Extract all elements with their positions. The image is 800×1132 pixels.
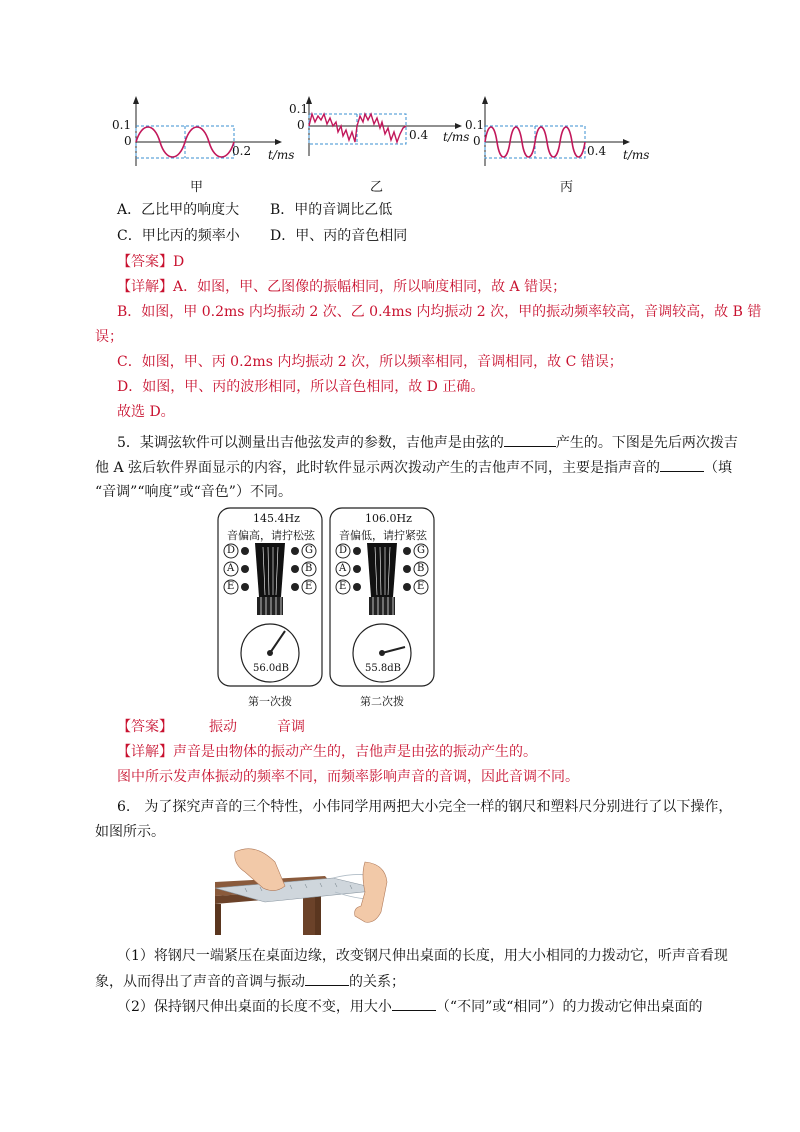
explanation-line: 【详解】A．如图，甲、乙图像的振幅相同，所以响度相同，故 A 错误； [117, 279, 567, 295]
text: 的关系； [349, 974, 405, 990]
peg-label: A [227, 563, 235, 574]
text: 他 A 弦后软件界面显示的内容，此时软件显示两次拨动产生的吉他声不同，主要是指声音的 [95, 460, 661, 476]
ruler-desk-illustration [215, 842, 395, 935]
question-6-sub1-line2 [95, 971, 405, 992]
wave-figure-jia [110, 96, 295, 166]
tuner-decibel: 56.0dB [253, 663, 290, 674]
tuner-hint: 音偏低，请拧紧弦 [339, 529, 427, 542]
tuner-hint: 音偏高，请拧松弦 [227, 529, 315, 542]
option-c: C．甲比丙的频率小 [117, 228, 240, 244]
text: 象，从而得出了声音的音调与振动 [95, 974, 305, 990]
wave-xunit: t/ms [268, 148, 295, 162]
question-6-sub1-line1: （1）将钢尺一端紧压在桌面边缘，改变钢尺伸出桌面的长度，用大小相同的力拨动它，听声音看现 [117, 948, 728, 964]
question-5-line1 [117, 432, 738, 453]
peg-label: E [305, 581, 313, 592]
option-b: B．甲的音调比乙低 [270, 202, 393, 218]
answer-label: 【答案】 [117, 719, 173, 735]
explanation-line: C．如图，甲、丙 0.2ms 内均振动 2 次，所以频率相同，音调相同，故 C 错误； [117, 354, 623, 370]
question-6-line1: 6. 为了探究声音的三个特性，小伟同学用两把大小完全一样的钢尺和塑料尺分别进行了以下操作， [117, 799, 733, 815]
explanation-line: 误； [95, 329, 123, 345]
wave-xend: 0.4 [587, 144, 607, 158]
answer-value: 振动 [209, 719, 237, 735]
tuner-figure [215, 505, 440, 711]
wave-figure-bing [463, 96, 653, 166]
explanation-line: 【详解】声音是由物体的振动产生的，吉他声是由弦的振动产生的。 [117, 744, 537, 760]
peg-label: A [339, 563, 347, 574]
wave-xunit: t/ms [443, 130, 470, 144]
text: 5．某调弦软件可以测量出吉他弦发声的参数，吉他声是由弦的 [117, 435, 504, 451]
wave-figure-yi [285, 96, 485, 166]
peg-label: E [227, 581, 235, 592]
text: （“不同”或“相同”）的力拨动它伸出桌面的 [435, 999, 703, 1015]
peg-label: D [227, 545, 236, 556]
explanation-line: B．如图，甲 0.2ms 内均振动 2 次、乙 0.4ms 内均振动 2 次，甲的振动频率较高，音调较高，故 B 错 [117, 304, 762, 320]
answer-value: 音调 [277, 719, 305, 735]
peg-label: G [305, 545, 313, 556]
answer-blank[interactable] [392, 996, 436, 1011]
question-6-line2: 如图所示。 [95, 824, 165, 840]
wave-label-yi: 乙 [370, 180, 384, 195]
peg-label: B [305, 563, 313, 574]
answer [117, 717, 305, 737]
wave-label-jia: 甲 [190, 180, 204, 195]
option-d: D．甲、丙的音色相同 [270, 228, 408, 244]
answer-blank[interactable] [305, 971, 349, 986]
text: （填 [704, 460, 733, 476]
answer-blank[interactable] [504, 432, 556, 447]
wave-zero: 0 [473, 134, 481, 148]
question-6-sub2-line1 [117, 996, 703, 1017]
tuner-caption: 第二次拨 [360, 695, 404, 708]
question-5-line2 [95, 457, 732, 478]
peg-label: D [339, 545, 348, 556]
peg-label: E [339, 581, 347, 592]
tuner-caption: 第一次拨 [248, 695, 292, 708]
peg-label: G [417, 545, 425, 556]
wave-xunit: t/ms [623, 148, 650, 162]
wave-ytick: 0.1 [112, 118, 132, 132]
answer: 【答案】D [117, 254, 185, 270]
tuner-frequency: 145.4Hz [253, 512, 300, 525]
explanation-line: 图中所示发声体振动的频率不同，而频率影响声音的音调，因此音调不同。 [117, 769, 579, 785]
explanation-line: 故选 D。 [117, 404, 175, 420]
wave-ytick: 0.1 [465, 118, 485, 132]
text: 产生的。下图是先后两次拨吉 [555, 435, 738, 451]
peg-label: E [417, 581, 425, 592]
tuner-frequency: 106.0Hz [365, 512, 412, 525]
wave-xend: 0.2 [232, 144, 252, 158]
wave-ytick: 0.1 [289, 102, 309, 116]
tuner-decibel: 55.8dB [365, 663, 402, 674]
wave-label-bing: 丙 [560, 180, 574, 195]
wave-xend: 0.4 [409, 128, 429, 142]
explanation-line: D．如图，甲、丙的波形相同，所以音色相同，故 D 正确。 [117, 379, 485, 395]
option-a: A．乙比甲的响度大 [117, 202, 240, 218]
answer-blank[interactable] [660, 457, 704, 472]
question-5-line3: “音调”“响度”或“音色”）不同。 [95, 484, 292, 500]
wave-zero: 0 [297, 118, 305, 132]
peg-label: B [417, 563, 425, 574]
text: （2）保持钢尺伸出桌面的长度不变，用大小 [117, 999, 392, 1015]
wave-zero: 0 [124, 134, 132, 148]
